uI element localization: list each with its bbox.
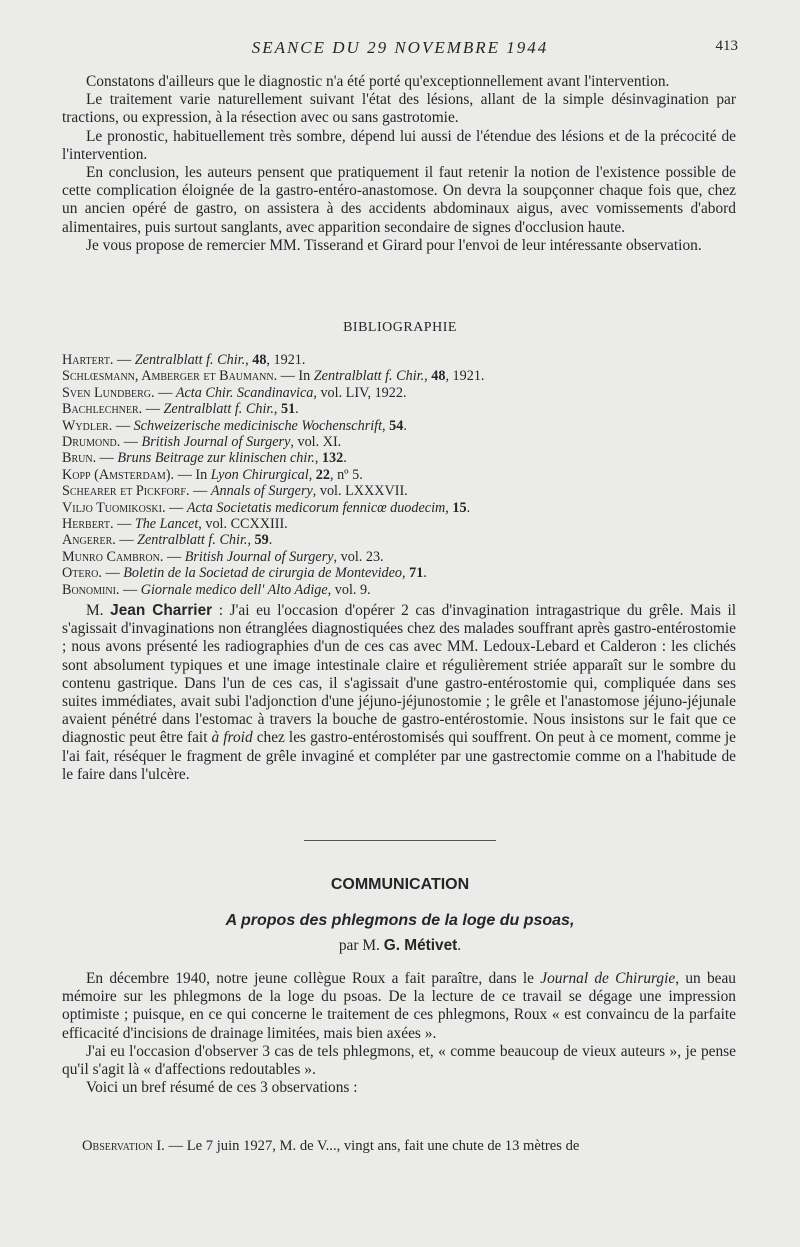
entry-volume: 71 xyxy=(409,565,424,582)
entry-journal: Annals of Surgery xyxy=(210,483,313,500)
entry-journal: Zentralblatt f. Chir. xyxy=(137,532,248,549)
entry-journal: Zentralblatt f. Chir. xyxy=(163,401,274,418)
entry-journal: Lyon Chirurgical xyxy=(210,466,309,483)
entry-separator: — xyxy=(113,352,135,368)
entry-separator: — xyxy=(119,581,141,598)
entry-author: Wydler. xyxy=(62,417,113,434)
entry-journal: Schweizerische medicinische Wochenschrift xyxy=(133,417,383,434)
entry-separator: — xyxy=(113,516,135,533)
bibliography-entry xyxy=(62,565,736,581)
entry-volume: 51 xyxy=(280,401,296,418)
entry-author: Herbert. xyxy=(62,516,114,533)
paragraph: Le traitement varie naturellement suivant l'état des lésions, allant de la simple désinvagination par tractions, ou expression, à la résection avec ou sans gastrotomie. xyxy=(62,91,736,127)
entry-separator: — xyxy=(277,368,299,385)
entry-details: , xyxy=(445,499,453,516)
entry-author: Sven Lundberg. xyxy=(62,384,155,401)
entry-journal: Zentralblatt f. Chir. xyxy=(313,368,425,385)
entry-prefix: In xyxy=(298,368,314,385)
entry-details: . xyxy=(268,532,273,549)
remark-text: chez les gastro-entérostomisés qui souffrent. On peut à ce moment, comme je l'ai fait, réséquer le fragment de grêle invaginé et compléter par une gastrectomie comme on a l'habitude de le faire dans l'ulcère. xyxy=(62,729,736,783)
bibliography-list xyxy=(62,352,736,598)
entry-separator: — xyxy=(163,548,185,565)
entry-details: . xyxy=(343,450,347,467)
remark-text: : J'ai eu l'occasion d'opérer 2 cas d'invagination intragastrique du grêle. Mais il s'agissait d'invaginations non étranglées diagnostiquées chez des malades souffrant après gastro-entérostomie ; nous avons présenté les radiographies d'un de ces cas avec MM. Ledoux-Lebard et Calderon : les clichés sont absolument typiques et une image intestinale claire et régulièrement striée apparaît sur le sombre du contenu gastrique. Dans l'un de ces cas, il s'agissait d'une gastro-entérostomie qui, compliquée dans ses suites immédiates, avait subi l'adjonction d'une jéjuno-jéjunostomie ; le grêle et l'anastomose jéjuno-jéjunale avaient pénétré dans l'estomac à travers la bouche de gastro-entérostomie. Nous insistons sur le fait que ce diagnostic peut être fait xyxy=(62,602,736,747)
entry-details: , xyxy=(245,352,253,368)
paragraph: En conclusion, les auteurs pensent que pratiquement il faut retenir la notion de l'existence possible de cette complication éloignée de la gastro-entéro-anastomose. On devra la soupçonner chaque fois que, chez un ancien opéré de gastro, on assistera à des accidents abdominaux aigus, avec vomissements d'abord alimentaires, puis surtout sanglants, avec apparition secondaire de signes d'occlusion haute. xyxy=(62,164,736,236)
author-suffix: . xyxy=(457,937,462,954)
page-header xyxy=(0,38,800,62)
bibliography-heading: BIBLIOGRAPHIE xyxy=(343,320,457,335)
entry-prefix: In xyxy=(195,466,211,483)
entry-volume: 22 xyxy=(315,466,330,483)
entry-details: , vol. 9. xyxy=(327,581,371,598)
entry-author: Angerer. xyxy=(62,532,116,549)
entry-details: , xyxy=(308,466,316,483)
entry-author: Schearer et Pickforf. xyxy=(62,483,190,500)
paragraph xyxy=(62,970,736,1043)
entry-author: Munro Cambron. xyxy=(62,548,164,565)
entry-journal: Bruns Beitrage zur klinischen chir. xyxy=(117,450,315,467)
entry-journal: British Journal of Surgery xyxy=(141,434,291,451)
entry-details: . xyxy=(466,499,471,516)
entry-details: , xyxy=(382,417,390,434)
entry-journal: Acta Societatis medicorum fennicœ duodecim xyxy=(186,499,446,516)
bibliography-entry xyxy=(62,352,736,368)
entry-volume: 54 xyxy=(389,417,404,434)
charrier-remarks xyxy=(62,602,736,784)
running-title: SEANCE DU 29 NOVEMBRE 1944 xyxy=(251,38,549,57)
entry-volume: 15 xyxy=(452,499,467,516)
entry-details: , vol. LXXXVII. xyxy=(312,483,408,500)
entry-details: , xyxy=(402,565,410,582)
entry-details: , xyxy=(424,368,432,385)
entry-separator: — xyxy=(142,401,164,418)
communication-body xyxy=(62,970,736,1097)
bibliography-entry xyxy=(62,483,736,499)
paragraph xyxy=(62,602,736,784)
bibliography-entry xyxy=(62,434,736,450)
entry-journal: The Lancet xyxy=(134,516,199,533)
entry-author: Viljo Tuomikoski. xyxy=(62,499,166,516)
entry-volume: 59 xyxy=(254,532,269,549)
bibliography-entry xyxy=(62,516,736,532)
entry-journal: Boletin de la Societad de cirurgia de Montevideo xyxy=(123,565,402,582)
entry-separator: — xyxy=(120,434,142,451)
entry-details: , xyxy=(314,450,322,467)
author-prefix: par M. xyxy=(338,937,384,954)
entry-separator: — xyxy=(165,499,187,516)
entry-separator: — xyxy=(174,466,196,483)
bibliography-entry xyxy=(62,385,736,401)
speaker-name: Jean Charrier xyxy=(110,602,213,619)
entry-journal: Giornale medico dell' Alto Adige xyxy=(140,581,328,598)
entry-author: Kopp (Amsterdam). xyxy=(62,466,175,483)
paragraph: Je vous propose de remercier MM. Tisserand et Girard pour l'envoi de leur intéressante observation. xyxy=(86,236,702,254)
entry-separator: — xyxy=(154,384,176,401)
bibliography-entry xyxy=(62,450,736,466)
entry-separator: — xyxy=(112,417,134,434)
communication-title: A propos des phlegmons de la loge du psoas, xyxy=(225,912,575,929)
paragraph-text: , un beau mémoire sur les phlegmons de la loge du psoas. De la lecture de ce travail se dégage une impression optimiste ; puisque, en ce qui concerne le traitement de ces phlegmons, Roux « est convaincu de la parfaite efficacité d'incisions de drainage limitées, mais bien axées ». xyxy=(62,970,737,1042)
entry-volume: 132 xyxy=(321,450,344,467)
journal-reference: Journal de Chirurgie xyxy=(540,970,676,987)
entry-details: . xyxy=(295,401,299,418)
bibliography-entry xyxy=(62,582,736,598)
entry-details: . xyxy=(403,417,407,434)
observation-line xyxy=(82,1138,742,1155)
entry-journal: Acta Chir. Scandinavica xyxy=(175,384,314,401)
entry-details: , vol. CCXXIII. xyxy=(198,516,288,533)
entry-volume: 48 xyxy=(431,368,446,385)
communication-author xyxy=(0,937,800,955)
paragraph: Constatons d'ailleurs que le diagnostic n'a été porté qu'exceptionnellement avant l'intervention. xyxy=(86,73,670,90)
entry-author: Bonomini. xyxy=(62,581,120,598)
entry-author: Drumond. xyxy=(62,434,121,451)
entry-details: , vol. XI. xyxy=(290,434,342,451)
entry-journal: Zentralblatt f. Chir. xyxy=(134,352,246,368)
entry-details: , xyxy=(247,532,255,549)
communication-heading: COMMUNICATION xyxy=(330,876,470,893)
entry-details: , 1921. xyxy=(266,352,306,368)
entry-details: , 1921. xyxy=(445,368,485,385)
entry-separator: — xyxy=(189,483,211,500)
bibliography-entry xyxy=(62,467,736,483)
observation-label: Observation I. xyxy=(82,1138,165,1154)
entry-author: Brun. xyxy=(62,450,97,467)
entry-details: . xyxy=(423,565,427,582)
entry-details: , vol. LIV, 1922. xyxy=(313,384,407,401)
intro-section xyxy=(62,73,736,255)
entry-separator: — xyxy=(96,450,118,467)
paragraph: J'ai eu l'occasion d'observer 3 cas de tels phlegmons, et, « comme beaucoup de vieux auteurs », je pense qu'il s'agit là « d'affections redoutables ». xyxy=(62,1042,736,1079)
observation-text: — Le 7 juin 1927, M. de V..., vingt ans, fait une chute de 13 mètres de xyxy=(164,1138,580,1154)
remark-emphasis: à froid xyxy=(211,729,253,747)
section-divider xyxy=(304,840,496,841)
entry-author: Hartert. xyxy=(62,352,114,368)
bibliography-entry xyxy=(62,500,736,516)
page-number: 413 xyxy=(715,38,738,54)
bibliography-entry xyxy=(62,418,736,434)
speaker-prefix: M. xyxy=(86,602,111,619)
bibliography-entry xyxy=(62,549,736,565)
entry-author: Bachlechner. xyxy=(62,401,143,418)
entry-details: , xyxy=(273,401,281,418)
entry-details: , nº 5. xyxy=(329,466,363,483)
entry-separator: — xyxy=(101,565,124,582)
entry-journal: British Journal of Surgery xyxy=(184,548,334,565)
entry-volume: 48 xyxy=(252,352,267,368)
entry-author: Schlœsmann, Amberger et Baumann. xyxy=(62,368,278,385)
bibliography-entry xyxy=(62,401,736,417)
entry-details: , vol. 23. xyxy=(333,548,384,565)
paragraph: Voici un bref résumé de ces 3 observations : xyxy=(86,1079,358,1097)
entry-author: Otero. xyxy=(62,565,102,582)
paragraph-text: En décembre 1940, notre jeune collègue Roux a fait paraître, dans le xyxy=(86,970,541,987)
entry-separator: — xyxy=(115,532,138,549)
paragraph: Le pronostic, habituellement très sombre, dépend lui aussi de l'étendue des lésions et de la précocité de l'intervention. xyxy=(62,127,736,163)
author-name: G. Métivet xyxy=(383,937,458,954)
bibliography-entry xyxy=(62,532,736,548)
bibliography-entry xyxy=(62,368,736,384)
